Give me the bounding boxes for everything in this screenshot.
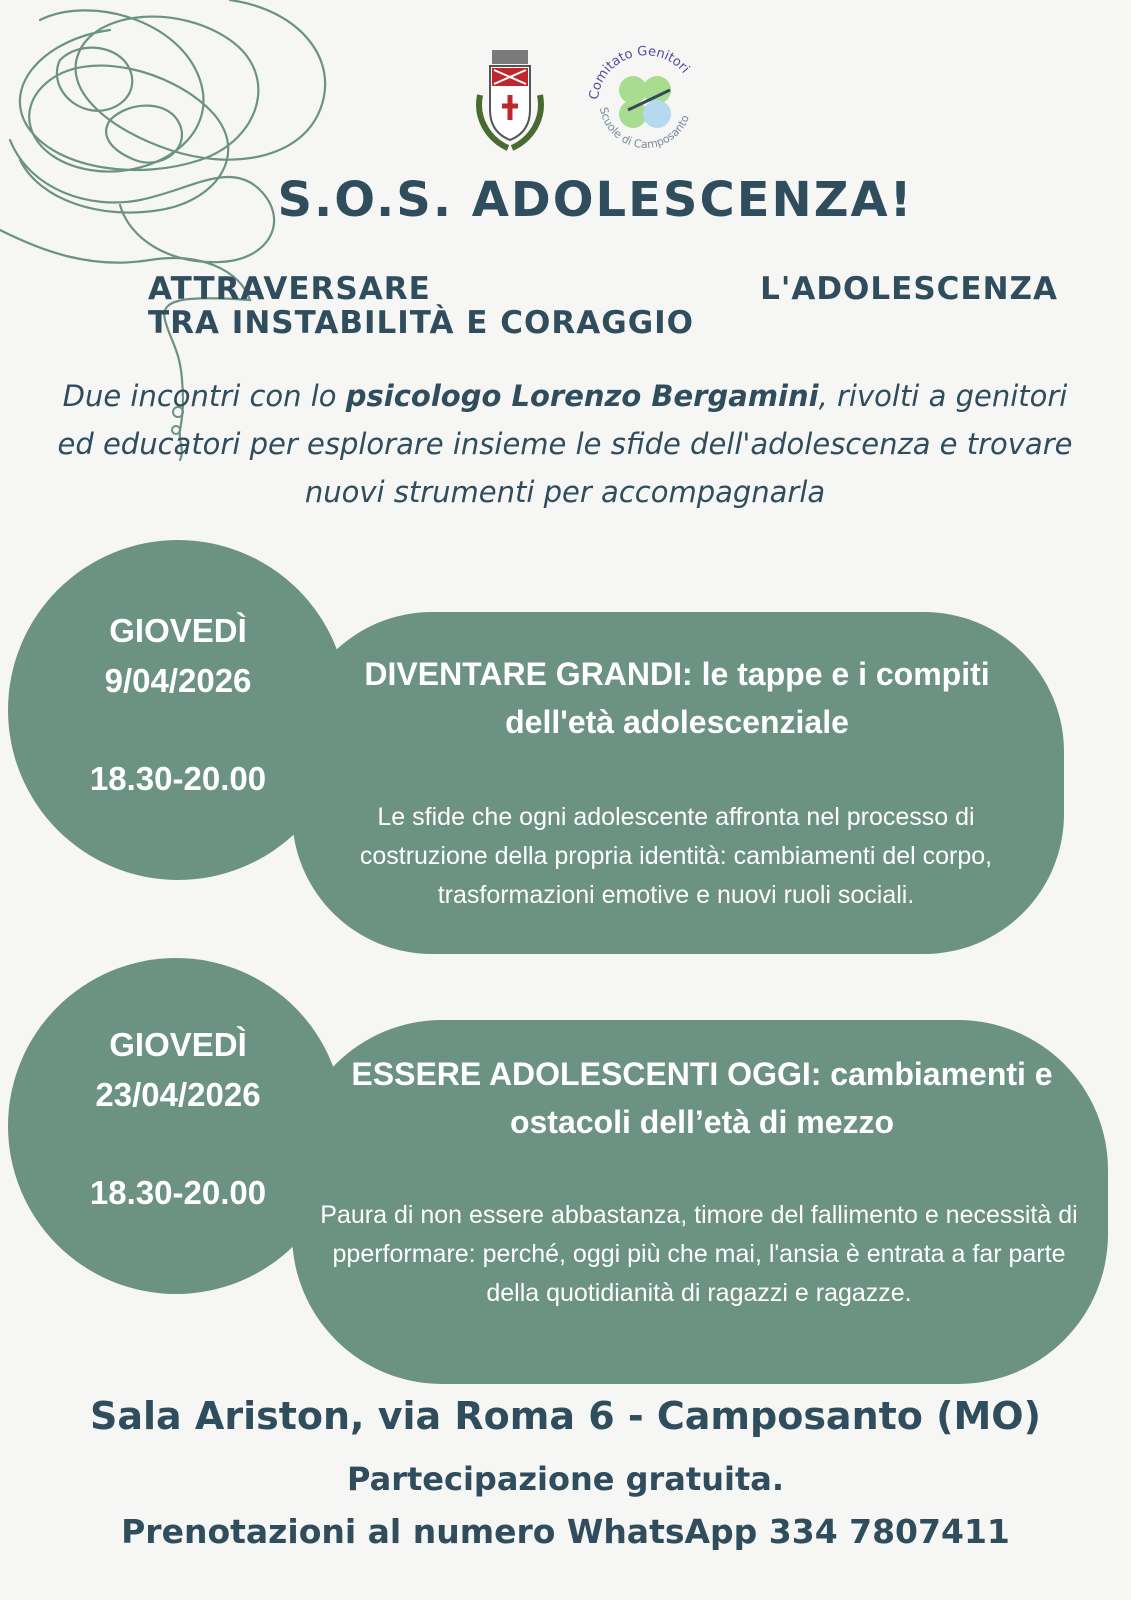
- event-1-description: Le sfide che ogni adolescente affronta nel processo di costruzione della propria identità: cambiamenti del corpo, trasformazioni emotive e nuovi ruoli sociali.: [359, 803, 993, 909]
- comitato-genitori-logo: [587, 44, 695, 151]
- intro-part2: , rivolti a genitori ed educatori per esplorare insieme le sfide dell'adolescenza e trovare nuovi strumenti per accompagnarla: [57, 379, 1073, 509]
- participation-note: Partecipazione gratuita.: [347, 1460, 784, 1498]
- event-1-date: 9/04/2026: [104, 662, 252, 699]
- subtitle-line1-right: L'ADOLESCENZA: [760, 271, 1058, 307]
- event-1-date-block: [60, 606, 296, 798]
- logos: [470, 40, 720, 160]
- page-title: S.O.S. ADOLESCENZA!: [277, 172, 914, 228]
- svg-text:Scuole di Camposanto: Scuole di Camposanto: [596, 105, 692, 152]
- subtitle-line1-left: ATTRAVERSARE: [148, 271, 431, 307]
- venue: Sala Ariston, via Roma 6 - Camposanto (MO): [90, 1394, 1041, 1438]
- event-2-description: Paura di non essere abbastanza, timore del fallimento e necessità di pperformare: perché, oggi più che mai, l'ansia è entrata a far parte della quotidianità di ragazzi e ragazze.: [320, 1201, 1078, 1307]
- event-2-date-block: [60, 1020, 296, 1212]
- svg-text:Comitato Genitori: Comitato Genitori: [586, 44, 693, 101]
- event-1-title: DIVENTARE GRANDI: le tappe e i compiti dell'età adolescenziale: [364, 656, 990, 740]
- event-1-day: GIOVEDÌ: [109, 612, 247, 649]
- event-2-day: GIOVEDÌ: [109, 1026, 247, 1063]
- event-2-date: 23/04/2026: [95, 1076, 261, 1113]
- intro-part1: Due incontri con lo: [62, 379, 346, 413]
- subtitle-line2: TRA INSTABILITÀ E CORAGGIO: [148, 305, 695, 341]
- municipal-crest-logo: [479, 50, 541, 148]
- event-2-title: ESSERE ADOLESCENTI OGGI: cambiamenti e ostacoli dell’età di mezzo: [351, 1056, 1053, 1140]
- intro-text: [50, 372, 1080, 516]
- subtitle: [148, 272, 1058, 340]
- event-1-time: 18.30-20.00: [89, 760, 267, 797]
- booking-info: Prenotazioni al numero WhatsApp 334 7807411: [121, 1512, 1010, 1551]
- intro-speaker: psicologo Lorenzo Bergamini: [345, 379, 819, 413]
- event-2-time: 18.30-20.00: [89, 1174, 267, 1211]
